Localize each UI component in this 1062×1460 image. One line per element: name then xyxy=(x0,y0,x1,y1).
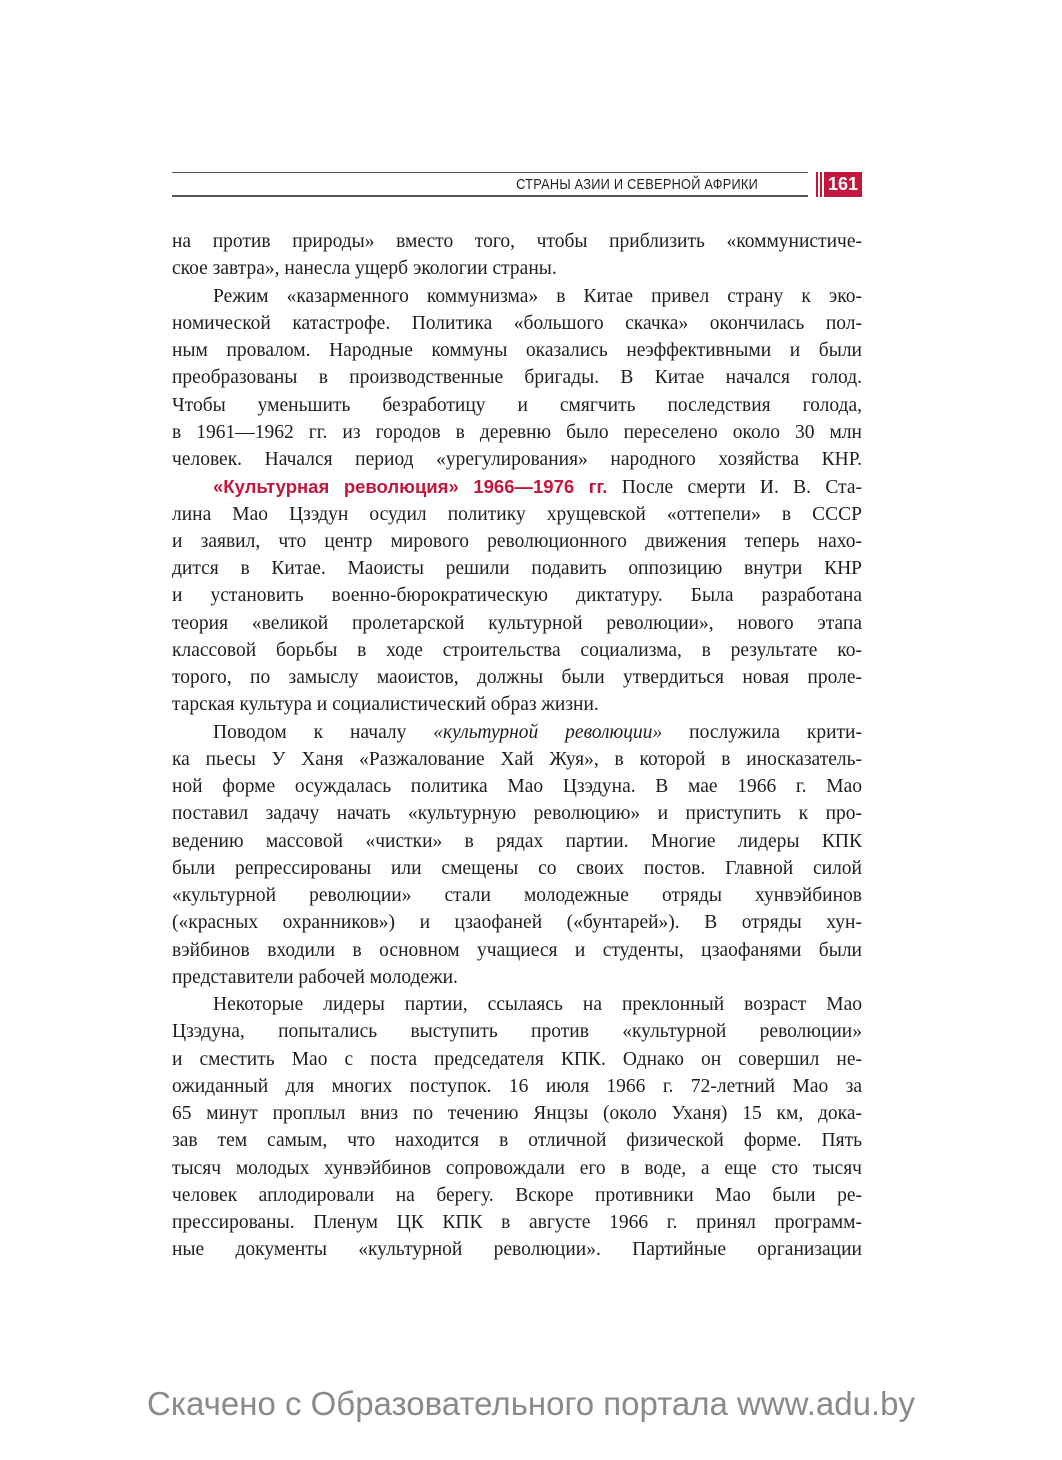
text-segment: («красных охранников») и цзаофаней («бунтарей»). В отряды хун- xyxy=(172,912,862,934)
text-line xyxy=(172,912,862,939)
text-line xyxy=(172,940,862,967)
download-source-footer: Скачено с Образовательного портала www.adu.by xyxy=(147,1385,915,1422)
text-segment: человек. Начался период «урегулирования» народного хозяйства КНР. xyxy=(172,449,862,470)
text-segment: тысяч молодых хунвэйбинов сопровождали его в воде, а еще сто тысяч xyxy=(172,1157,862,1179)
text-line xyxy=(172,858,862,885)
text-line xyxy=(172,476,862,503)
text-segment: человек аплодировали на берегу. Вскоре противники Мао были ре- xyxy=(172,1184,862,1206)
text-segment: вэйбинов входили в основном учащиеся и студенты, цзаофанями были xyxy=(172,939,862,961)
text-line xyxy=(172,286,862,313)
text-line xyxy=(172,803,862,830)
text-line xyxy=(172,667,862,694)
text-segment: и установить военно-бюрократическую диктатуру. Была разработана xyxy=(172,585,862,607)
text-segment: Режим «казарменного коммунизма» в Китае привел страну к эко- xyxy=(213,285,862,307)
text-segment: поставил задачу начать «культурную революцию» и приступить к про- xyxy=(172,803,862,825)
text-segment: на против природы» вместо того, чтобы приблизить «коммунистиче- xyxy=(172,231,862,252)
section-heading: «Культурная революция» 1966—1976 гг. xyxy=(213,476,608,498)
text-segment: лина Мао Цзэдун осудил политику хрущевской «оттепели» в СССР xyxy=(172,503,862,525)
text-segment: тарская культура и социалистический образ жизни. xyxy=(172,694,599,716)
text-segment: 65 минут проплыл вниз по течению Янцзы (около Уханя) 15 км, дока- xyxy=(172,1103,862,1124)
text-line xyxy=(172,1103,862,1130)
text-segment: номической катастрофе. Политика «большого скачка» окончилась пол- xyxy=(172,312,862,334)
text-segment: ведению массовой «чистки» в рядах партии. Многие лидеры КПК xyxy=(172,830,862,852)
text-segment: прессированы. Пленум ЦК КПК в августе 1966 г. принял программ- xyxy=(172,1212,862,1233)
text-line xyxy=(172,1130,862,1157)
text-segment: в 1961—1962 гг. из городов в деревню было переселено около 30 млн xyxy=(172,421,862,443)
text-line xyxy=(172,340,862,367)
text-line xyxy=(172,749,862,776)
text-segment: ные документы «культурной революции». Партийные организации xyxy=(172,1239,862,1261)
text-segment: Чтобы уменьшить безработицу и смягчить последствия голода, xyxy=(172,394,862,416)
text-segment: ожиданный для многих поступок. 16 июля 1966 г. 72-летний Мао за xyxy=(172,1075,862,1097)
text-line xyxy=(172,258,862,285)
text-segment: классовой борьбы в ходе строительства социализма, в результате ко- xyxy=(172,639,862,661)
text-segment: ным провалом. Народные коммуны оказались неэффективными и были xyxy=(172,340,862,361)
text-line xyxy=(172,885,862,912)
body-text xyxy=(172,231,862,1267)
text-line xyxy=(172,585,862,612)
text-segment: и сместить Мао с поста председателя КПК. Однако он совершил не- xyxy=(172,1048,862,1070)
italic-term: «культурной революции» xyxy=(433,721,663,743)
text-segment: Цзэдуна, попытались выступить против «культурной революции» xyxy=(172,1021,862,1043)
text-line xyxy=(172,367,862,394)
text-line xyxy=(172,722,862,749)
text-line xyxy=(172,231,862,258)
text-line xyxy=(172,1185,862,1212)
text-line xyxy=(172,531,862,558)
text-line xyxy=(172,967,862,994)
page-number-bar xyxy=(816,172,818,197)
text-segment: Поводом к началу xyxy=(213,721,434,743)
text-line xyxy=(172,1049,862,1076)
text-segment: и заявил, что центр мирового революционного движения теперь нахо- xyxy=(172,530,862,552)
text-line xyxy=(172,613,862,640)
text-line xyxy=(172,504,862,531)
text-line xyxy=(172,1158,862,1185)
running-title: СТРАНЫ АЗИИ И СЕВЕРНОЙ АФРИКИ xyxy=(516,176,758,193)
text-segment: теория «великой пролетарской культурной революции», нового этапа xyxy=(172,612,862,634)
header-rule-top xyxy=(172,172,808,173)
text-line xyxy=(172,558,862,585)
page-number: 161 xyxy=(824,172,862,197)
text-segment: ка пьесы У Ханя «Разжалование Хай Жуя», в которой в иносказатель- xyxy=(172,748,862,770)
text-segment: ной форме осуждалась политика Мао Цзэдуна. В мае 1966 г. Мао xyxy=(172,776,862,797)
text-line xyxy=(172,1212,862,1239)
text-segment: были репрессированы или смещены со своих постов. Главной силой xyxy=(172,857,862,879)
text-segment: Некоторые лидеры партии, ссылаясь на преклонный возраст Мао xyxy=(213,994,862,1015)
text-line xyxy=(172,449,862,476)
text-segment: представители рабочей молодежи. xyxy=(172,966,458,988)
text-segment: торого, по замыслу маоистов, должны были утвердиться новая проле- xyxy=(172,667,862,688)
text-line xyxy=(172,831,862,858)
text-line xyxy=(172,1239,862,1266)
text-segment: «культурной революции» стали молодежные отряды хунвэйбинов xyxy=(172,885,862,906)
text-segment: дится в Китае. Маоисты решили подавить оппозицию внутри КНР xyxy=(172,558,862,579)
text-line xyxy=(172,313,862,340)
text-segment: преобразованы в производственные бригады. В Китае начался голод. xyxy=(172,367,862,389)
text-line xyxy=(172,694,862,721)
text-line xyxy=(172,395,862,422)
text-line xyxy=(172,1076,862,1103)
text-line xyxy=(172,640,862,667)
text-segment: послужила крити- xyxy=(662,721,862,743)
text-segment: зав тем самым, что находится в отличной физической форме. Пять xyxy=(172,1130,862,1152)
text-segment: После смерти И. В. Ста- xyxy=(607,477,862,499)
text-line xyxy=(172,422,862,449)
page-number-bar xyxy=(820,172,822,197)
text-line xyxy=(172,994,862,1021)
header-rule-bottom xyxy=(172,195,808,197)
text-segment: ское завтра», нанесла ущерб экологии страны. xyxy=(172,258,557,280)
text-line xyxy=(172,1021,862,1048)
text-line xyxy=(172,776,862,803)
